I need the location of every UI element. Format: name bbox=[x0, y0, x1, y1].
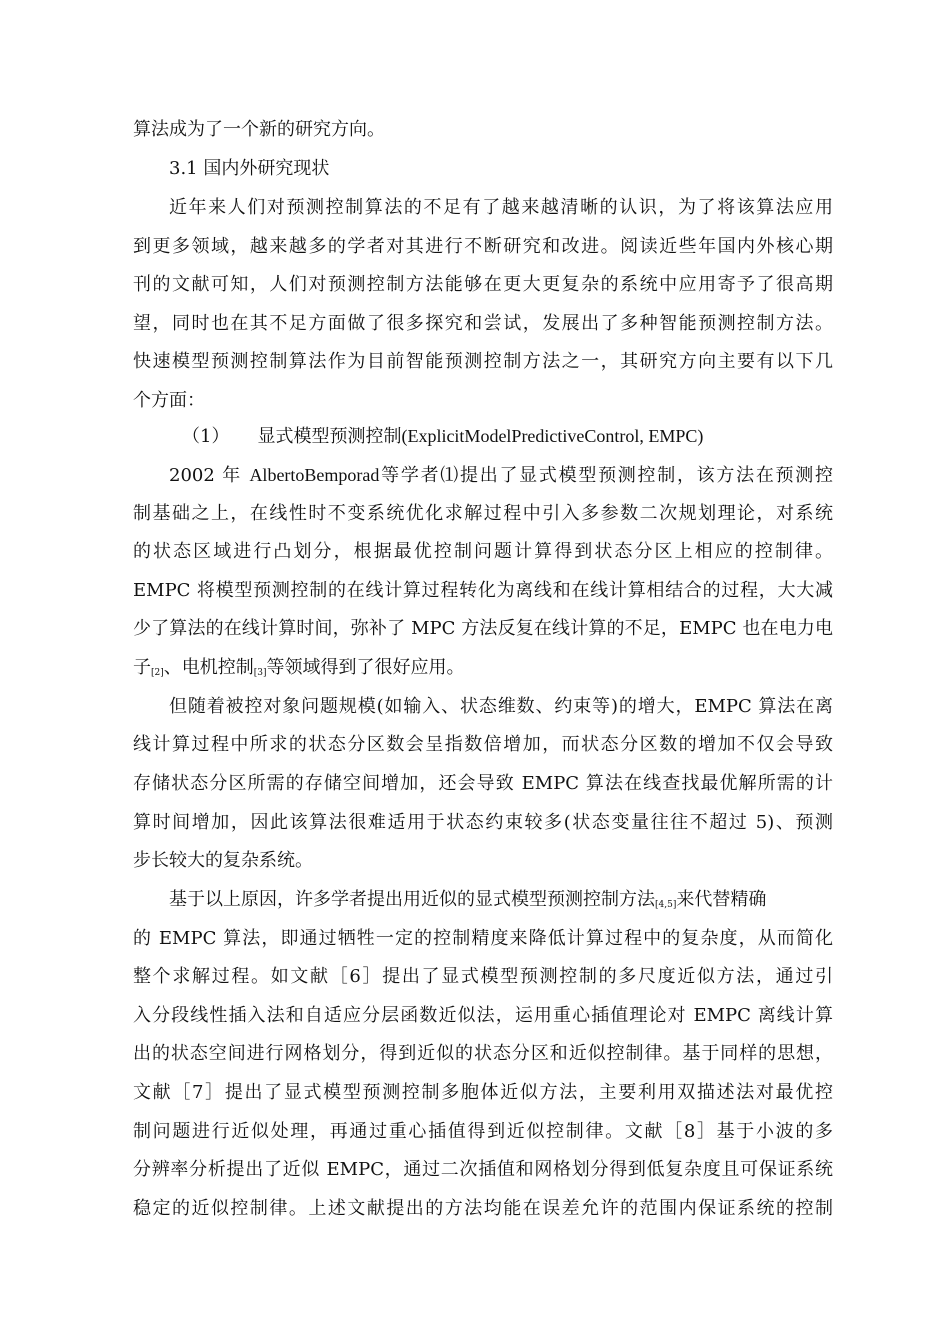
text-line: 少了算法的在线计算时间，弥补了 MPC 方法反复在线计算的不足，EMPC 也在电力电 bbox=[133, 618, 833, 639]
citation-ref-3: [3] bbox=[253, 668, 267, 678]
text-line: 望，同时也在其不足方面做了很多探究和尝试，发展出了多种智能预测控制方法。 bbox=[133, 313, 833, 334]
subsection-title-cn: 显式模型预测控制 bbox=[257, 426, 402, 447]
citation-ref-4-5: [4,5] bbox=[655, 900, 677, 910]
text-line: 存储状态分区所需的存储空间增加，还会导致 EMPC 算法在线查找最优解所需的计 bbox=[133, 773, 833, 794]
text-line: 制问题进行近似处理，再通过重心插值得到近似控制律。文献［8］基于小波的多 bbox=[133, 1121, 833, 1142]
text-line: 入分段线性插入法和自适应分层函数近似法，运用重心插值理论对 EMPC 离线计算 bbox=[133, 1005, 833, 1026]
text-line: 近年来人们对预测控制算法的不足有了越来越清晰的认识，为了将该算法应用 bbox=[169, 197, 833, 218]
text-line: 快速模型预测控制算法作为目前智能预测控制方法之一，其研究方向主要有以下几 bbox=[133, 351, 833, 372]
text-line bbox=[133, 656, 833, 680]
section-heading-3-1: 3.1 国内外研究现状 bbox=[169, 158, 330, 179]
text-segment: 、电机控制 bbox=[163, 657, 254, 678]
text-segment: 来代替精确 bbox=[676, 889, 767, 910]
text-line bbox=[169, 888, 833, 912]
text-line: 分辨率分析提出了近似 EMPC，通过二次插值和网格划分得到低复杂度且可保证系统 bbox=[133, 1159, 833, 1180]
text-line: 出的状态空间进行网格划分，得到近似的状态分区和近似控制律。基于同样的思想， bbox=[133, 1043, 833, 1064]
text-line: 算法成为了一个新的研究方向。 bbox=[133, 119, 385, 140]
text-line: 制基础之上，在线性时不变系统优化求解过程中引入多参数二次规划理论，对系统 bbox=[133, 503, 833, 524]
text-segment: 等领域得到了很好应用。 bbox=[266, 657, 465, 678]
text-segment: 子 bbox=[133, 657, 151, 678]
author-name: AlbertoBemporad bbox=[249, 465, 380, 485]
text-line: 的 EMPC 算法，即通过牺牲一定的控制精度来降低计算过程中的复杂度，从而简化 bbox=[133, 928, 833, 949]
text-line: 的状态区域进行凸划分，根据最优控制问题计算得到状态分区上相应的控制律。 bbox=[133, 541, 833, 562]
subsection-title-en: (ExplicitModelPredictiveControl, EMPC) bbox=[401, 426, 704, 446]
text-line: EMPC 将模型预测控制的在线计算过程转化为离线和在线计算相结合的过程，大大减 bbox=[133, 580, 833, 601]
text-line: 算时间增加，因此该算法很难适用于状态约束较多(状态变量往往不超过 5)、预测 bbox=[133, 812, 833, 833]
text-line: 文献［7］提出了显式模型预测控制多胞体近似方法，主要利用双描述法对最优控 bbox=[133, 1082, 833, 1103]
text-line bbox=[169, 463, 833, 487]
text-line: 线计算过程中所求的状态分区数会呈指数倍增加，而状态分区数的增加不仅会导致 bbox=[133, 734, 833, 755]
subsection-heading-empc bbox=[182, 424, 833, 448]
text-line: 稳定的近似控制律。上述文献提出的方法均能在误差允许的范围内保证系统的控制 bbox=[133, 1198, 833, 1219]
text-line: 整个求解过程。如文献［6］提出了显式模型预测控制的多尺度近似方法，通过引 bbox=[133, 966, 833, 987]
text-segment: 基于以上原因，许多学者提出用近似的显式模型预测控制方法 bbox=[169, 889, 655, 910]
text-line: 步长较大的复杂系统。 bbox=[133, 850, 313, 871]
text-line: 个方面： bbox=[133, 390, 205, 411]
year-text: 2002 年 bbox=[169, 465, 242, 486]
text-line: 但随着被控对象问题规模(如输入、状态维数、约束等)的增大，EMPC 算法在离 bbox=[169, 696, 833, 717]
subsection-number: （1） bbox=[182, 426, 230, 447]
text-segment: 等学者⑴提出了显式模型预测控制，该方法在预测控 bbox=[379, 465, 833, 486]
text-line: 刊的文献可知，人们对预测控制方法能够在更大更复杂的系统中应用寄予了很高期 bbox=[133, 274, 833, 295]
text-line: 到更多领域，越来越多的学者对其进行不断研究和改进。阅读近些年国内外核心期 bbox=[133, 236, 833, 257]
citation-ref-2: [2] bbox=[151, 668, 164, 678]
